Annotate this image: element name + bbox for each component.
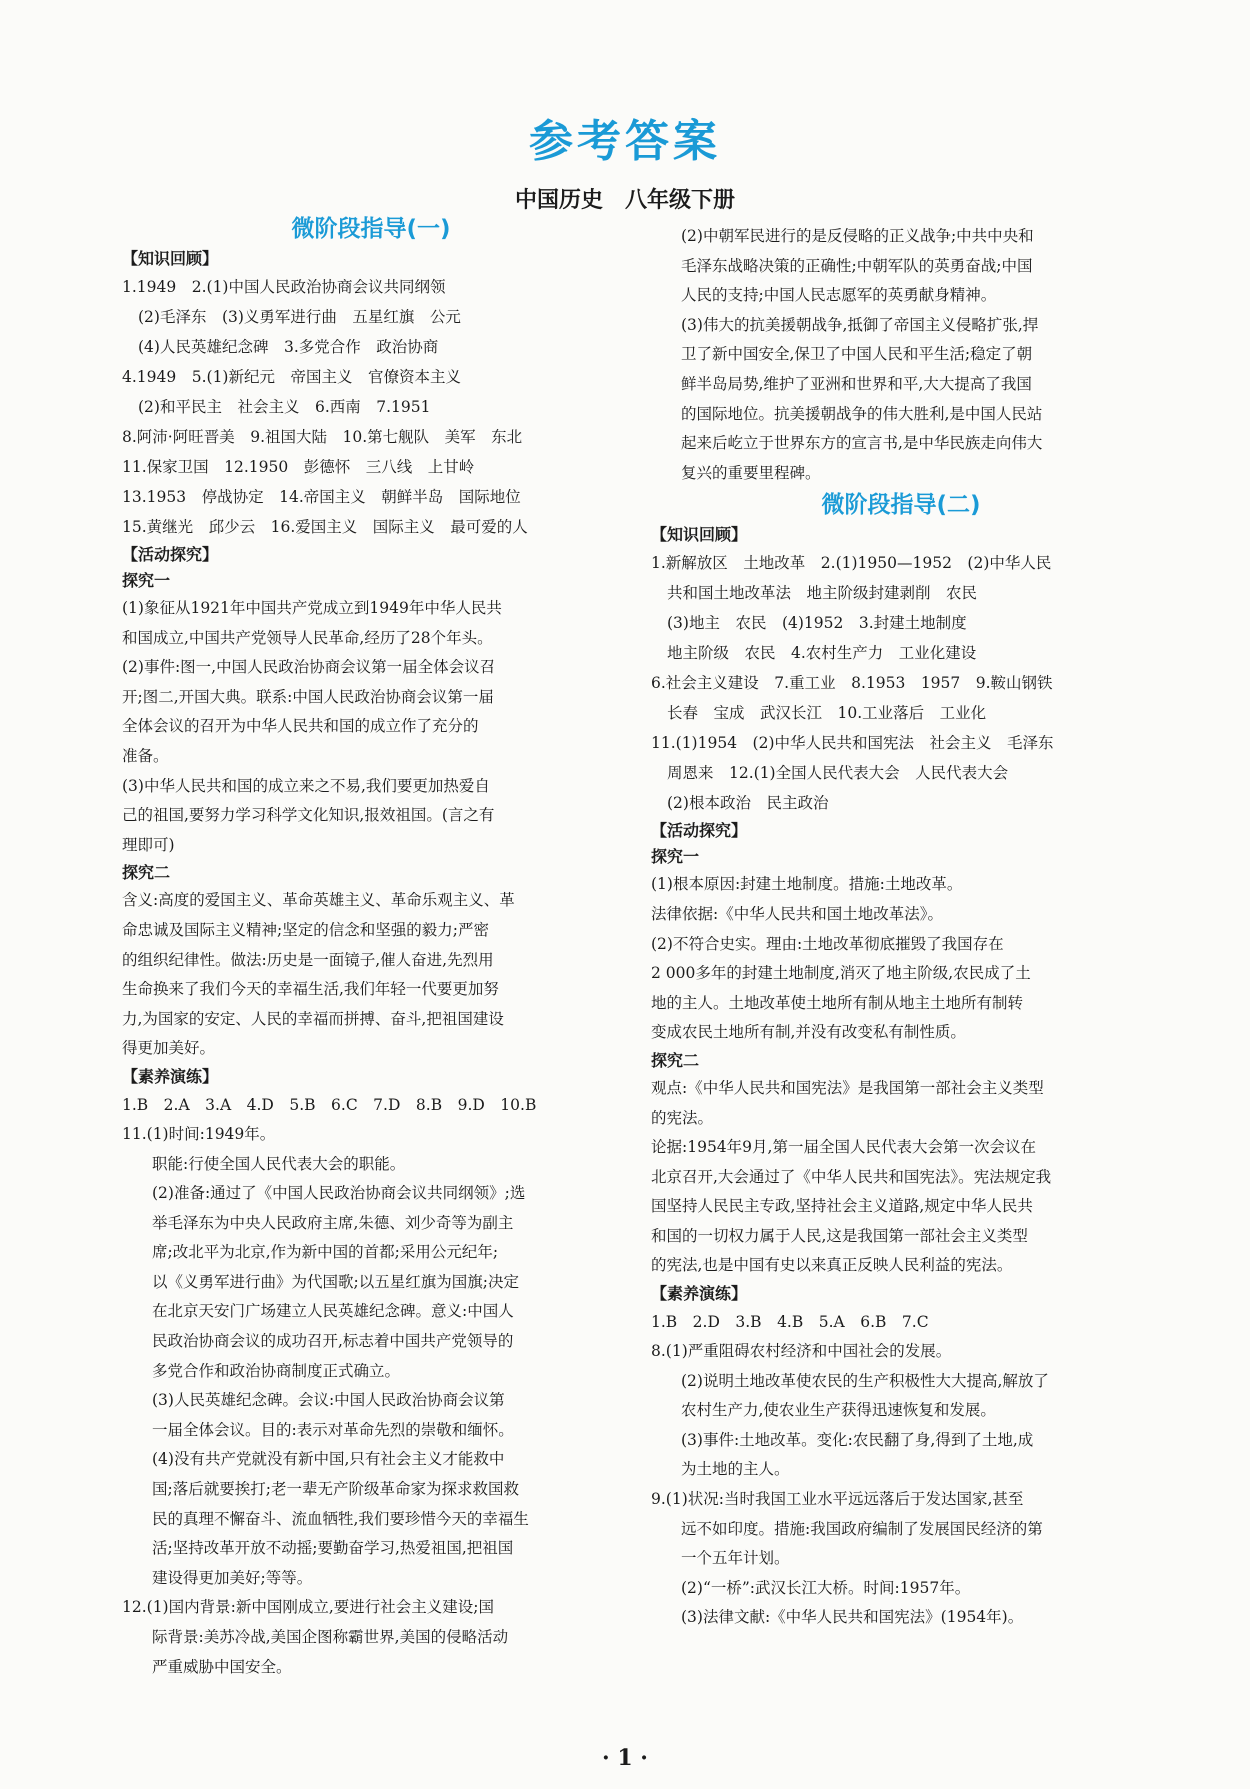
- text-line: 人民的支持;中国人民志愿军的英勇献身精神。: [681, 286, 997, 305]
- text-line: (3)事件:土地改革。变化:农民翻了身,得到了土地,成: [681, 1430, 1034, 1449]
- question-8-answer: [651, 1337, 1151, 1485]
- section-title-1: 微阶段指导(一): [291, 216, 451, 242]
- text-line: (2)事件:图一,中国人民政治协商会议第一届全体会议召: [122, 658, 496, 677]
- answer-line: 周恩来 12.(1)全国人民代表大会 人民代表大会: [667, 764, 1009, 783]
- text-line: 国;落后就要挨打;老一辈无产阶级革命家为探求救国救: [152, 1480, 519, 1499]
- text-line: 开;图二,开国大典。联系:中国人民政治协商会议第一届: [122, 687, 494, 706]
- text-line: (3)法律文献:《中华人民共和国宪法》(1954年)。: [681, 1608, 1024, 1627]
- text-line: 多党合作和政治协商制度正式确立。: [152, 1361, 401, 1380]
- text-line: 变成农民土地所有制,并没有改变私有制性质。: [651, 1023, 966, 1042]
- text-line: 论据:1954年9月,第一届全国人民代表大会第一次会议在: [651, 1138, 1036, 1157]
- activity-explore-header: 【活动探究】: [651, 821, 748, 841]
- text-line: 己的祖国,要努力学习科学文化知识,报效祖国。(言之有: [122, 806, 495, 825]
- text-line: 席;改北平为北京,作为新中国的首都;采用公元纪年;: [152, 1243, 499, 1262]
- text-line: 建设得更加美好;等等。: [152, 1568, 313, 1587]
- text-line: (4)没有共产党就没有新中国,只有社会主义才能救中: [152, 1450, 505, 1469]
- answer-line: 地主阶级 农民 4.农村生产力 工业化建设: [667, 644, 977, 663]
- text-line: 际背景:美苏冷战,美国企图称霸世界,美国的侵略活动: [152, 1628, 509, 1646]
- text-line: 民政治协商会议的成功召开,标志着中国共产党领导的: [152, 1332, 514, 1351]
- answer-line: 11.保家卫国 12.1950 彭德怀 三八线 上甘岭: [122, 458, 475, 476]
- text-line: 得更加美好。: [122, 1039, 216, 1058]
- text-line: 活;坚持改革开放不动摇;要勤奋学习,热爱祖国,把祖国: [152, 1539, 514, 1558]
- explore-1-text: [122, 594, 620, 860]
- text-line: 地的主人。土地改革使土地所有制从地主土地所有制转: [651, 993, 1024, 1012]
- text-line: 举毛泽东为中央人民政府主席,朱德、刘少奇等为副主: [152, 1213, 514, 1232]
- text-line: (3)人民英雄纪念碑。会议:中国人民政治协商会议第: [152, 1391, 505, 1410]
- text-line: 理即可): [122, 835, 175, 854]
- knowledge-review-list: [651, 548, 1151, 818]
- left-column: [122, 212, 620, 1682]
- text-line: (2)“一桥”:武汉长江大桥。时间:1957年。: [681, 1578, 971, 1597]
- text-line: 起来后屹立于世界东方的宣言书,是中华民族走向伟大: [681, 434, 1043, 453]
- question-11-answer: [122, 1120, 620, 1594]
- question-12-continued: [651, 222, 1151, 488]
- answer-line: 1.1949 2.(1)中国人民政治协商会议共同纲领: [122, 278, 446, 296]
- text-line: 在北京天安门广场建立人民英雄纪念碑。意义:中国人: [152, 1302, 514, 1321]
- text-line: 卫了新中国安全,保卫了中国人民和平生活;稳定了朝: [681, 345, 1033, 364]
- multiple-choice-answers: 1.B 2.D 3.B 4.B 5.A 6.B 7.C: [651, 1313, 929, 1332]
- practice-header: 【素养演练】: [122, 1066, 219, 1086]
- text-line: 的组织纪律性。做法:历史是一面镜子,催人奋进,先烈用: [122, 950, 494, 969]
- explore-1-text: [651, 870, 1151, 1048]
- explore-2-title: 探究二: [651, 1050, 700, 1070]
- question-9-answer: [651, 1485, 1151, 1633]
- text-line: 含义:高度的爱国主义、革命英雄主义、革命乐观主义、革: [122, 891, 515, 910]
- text-line: 和国的一切权力属于人民,这是我国第一部社会主义类型: [651, 1226, 1028, 1245]
- answer-line: 15.黄继光 邱少云 16.爱国主义 国际主义 最可爱的人: [122, 518, 528, 536]
- text-line: (2)不符合史实。理由:土地改革彻底摧毁了我国存在: [651, 934, 1004, 953]
- explore-2-title: 探究二: [122, 863, 171, 883]
- text-line: 一个五年计划。: [681, 1549, 790, 1568]
- text-line: 和国成立,中国共产党领导人民革命,经历了28个年头。: [122, 628, 493, 647]
- answer-line: 8.阿沛·阿旺晋美 9.祖国大陆 10.第七舰队 美军 东北: [122, 428, 523, 446]
- explore-2-text: [122, 886, 620, 1064]
- text-line: (1)根本原因:封建土地制度。措施:土地改革。: [651, 875, 963, 894]
- text-line: 职能:行使全国人民代表大会的职能。: [152, 1154, 406, 1173]
- text-line: (3)伟大的抗美援朝战争,抵御了帝国主义侵略扩张,捍: [681, 315, 1039, 334]
- page-title: 参考答案: [529, 116, 721, 167]
- text-line: 生命换来了我们今天的幸福生活,我们年轻一代要更加努: [122, 980, 499, 999]
- answer-line: (2)根本政治 民主政治: [667, 794, 829, 813]
- text-line: (2)准备:通过了《中国人民政治协商会议共同纲领》;选: [152, 1184, 526, 1203]
- text-line: 国坚持人民民主专政,坚持社会主义道路,规定中华人民共: [651, 1197, 1033, 1216]
- answer-line: 长春 宝成 武汉长江 10.工业落后 工业化: [667, 704, 987, 723]
- right-column: [651, 222, 1151, 1633]
- text-line: 复兴的重要里程碑。: [681, 463, 821, 482]
- text-line: 农村生产力,使农业生产获得迅速恢复和发展。: [681, 1401, 996, 1420]
- practice-header: 【素养演练】: [651, 1284, 748, 1304]
- answer-line: (2)毛泽东 (3)义勇军进行曲 五星红旗 公元: [138, 308, 461, 326]
- text-line: 一届全体会议。目的:表示对革命先烈的崇敬和缅怀。: [152, 1420, 514, 1439]
- text-line: 11.(1)时间:1949年。: [122, 1124, 276, 1143]
- text-line: 远不如印度。措施:我国政府编制了发展国民经济的第: [681, 1519, 1043, 1538]
- text-line: 民的真理不懈奋斗、流血牺牲,我们要珍惜今天的幸福生: [152, 1509, 529, 1528]
- text-line: 准备。: [122, 746, 169, 765]
- text-line: 的国际地位。抗美援朝战争的伟大胜利,是中国人民站: [681, 404, 1043, 423]
- section-title-2: 微阶段指导(二): [821, 492, 981, 519]
- text-line: 鲜半岛局势,维护了亚洲和世界和平,大大提高了我国: [681, 374, 1032, 393]
- multiple-choice-answers: 1.B 2.A 3.A 4.D 5.B 6.C 7.D 8.B 9.D 10.B: [122, 1095, 537, 1114]
- text-line: 8.(1)严重阻碍农村经济和中国社会的发展。: [651, 1342, 952, 1361]
- text-line: 严重威胁中国安全。: [152, 1657, 292, 1676]
- question-12-answer: [122, 1593, 620, 1682]
- text-line: 全体会议的召开为中华人民共和国的成立作了充分的: [122, 717, 479, 736]
- text-line: (2)说明土地改革使农民的生产积极性大大提高,解放了: [681, 1371, 1049, 1390]
- text-line: 法律依据:《中华人民共和国土地改革法》。: [651, 904, 943, 923]
- explore-2-text: [651, 1074, 1151, 1281]
- subject-heading: 中国历史 八年级下册: [514, 188, 735, 213]
- answer-line: (4)人民英雄纪念碑 3.多党合作 政治协商: [138, 338, 439, 356]
- page-number: · 1 ·: [602, 1745, 648, 1771]
- text-line: 为土地的主人。: [681, 1460, 790, 1479]
- answer-line: 1.新解放区 土地改革 2.(1)1950—1952 (2)中华人民: [651, 554, 1052, 573]
- text-line: (3)中华人民共和国的成立来之不易,我们要更加热爱自: [122, 776, 490, 795]
- answer-line: 4.1949 5.(1)新纪元 帝国主义 官僚资本主义: [122, 368, 461, 386]
- text-line: 2 000多年的封建土地制度,消灭了地主阶级,农民成了土: [651, 964, 1031, 983]
- knowledge-review-header: 【知识回顾】: [651, 525, 748, 545]
- text-line: 北京召开,大会通过了《中华人民共和国宪法》。宪法规定我: [651, 1167, 1052, 1186]
- text-line: 观点:《中华人民共和国宪法》是我国第一部社会主义类型: [651, 1078, 1044, 1097]
- text-line: (1)象征从1921年中国共产党成立到1949年中华人民共: [122, 599, 502, 617]
- explore-1-title: 探究一: [122, 571, 171, 590]
- explore-1-title: 探究一: [651, 847, 700, 867]
- text-line: 命忠诚及国际主义精神;坚定的信念和坚强的毅力;严密: [122, 920, 489, 939]
- answer-line: 13.1953 停战协定 14.帝国主义 朝鲜半岛 国际地位: [122, 488, 521, 506]
- text-line: 的宪法。: [651, 1108, 714, 1127]
- text-line: 毛泽东战略决策的正确性;中朝军队的英勇奋战;中国: [681, 256, 1033, 275]
- answer-line: 11.(1)1954 (2)中华人民共和国宪法 社会主义 毛泽东: [651, 734, 1054, 753]
- text-line: 以《义勇军进行曲》为代国歌;以五星红旗为国旗;决定: [152, 1272, 519, 1291]
- activity-explore-header: 【活动探究】: [122, 545, 219, 564]
- answer-line: (2)和平民主 社会主义 6.西南 7.1951: [138, 398, 431, 416]
- text-line: 12.(1)国内背景:新中国刚成立,要进行社会主义建设;国: [122, 1598, 494, 1617]
- knowledge-review-list: [122, 272, 620, 542]
- answer-line: (3)地主 农民 (4)1952 3.封建土地制度: [667, 614, 967, 633]
- knowledge-review-header: 【知识回顾】: [122, 249, 219, 268]
- text-line: (2)中朝军民进行的是反侵略的正义战争;中共中央和: [681, 227, 1034, 245]
- answer-line: 6.社会主义建设 7.重工业 8.1953 1957 9.鞍山钢铁: [651, 674, 1053, 693]
- answer-line: 共和国土地改革法 地主阶级封建剥削 农民: [667, 584, 978, 603]
- text-line: 的宪法,也是中国有史以来真正反映人民利益的宪法。: [651, 1256, 1013, 1275]
- text-line: 9.(1)状况:当时我国工业水平远远落后于发达国家,甚至: [651, 1490, 1024, 1509]
- text-line: 力,为国家的安定、人民的幸福而拼搏、奋斗,把祖国建设: [122, 1009, 504, 1028]
